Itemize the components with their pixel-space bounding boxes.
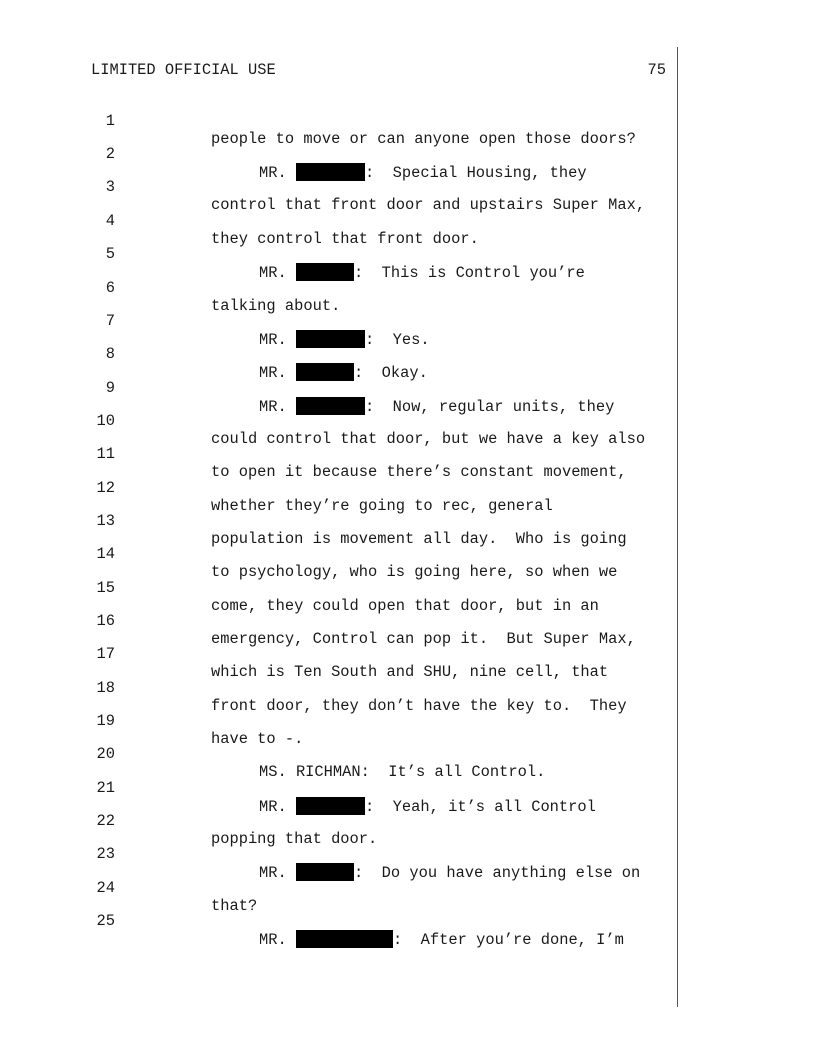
line-text: which is Ten South and SHU, nine cell, that (211, 663, 609, 681)
line-text: : Now, regular units, they (364, 398, 615, 416)
line-text: : Do you have anything else on (353, 864, 641, 882)
redaction-box (296, 930, 393, 948)
line-number: 17 (96, 645, 115, 663)
transcript-line (0, 561, 680, 615)
transcript-line (0, 827, 680, 882)
transcript-line (0, 594, 680, 648)
transcript-line (0, 361, 680, 416)
line-text: talking about. (211, 297, 341, 315)
transcript-line (0, 94, 680, 148)
line-number: 10 (96, 412, 115, 430)
transcript-line (0, 261, 680, 315)
speaker-title: MR. (259, 398, 287, 416)
line-number: 23 (96, 845, 115, 863)
transcript-line (0, 227, 680, 282)
transcript-line (0, 661, 680, 715)
speaker-title: MR. (259, 364, 287, 382)
line-number: 3 (105, 178, 115, 196)
transcript-line (0, 794, 680, 848)
line-text: : This is Control you’re (353, 264, 585, 282)
line-number: 24 (96, 879, 115, 897)
speaker-title: MR. (259, 798, 287, 816)
line-number: 13 (96, 512, 115, 530)
line-number: 8 (105, 345, 115, 363)
line-text: people to move or can anyone open those doors? (211, 130, 636, 148)
line-number: 5 (105, 245, 115, 263)
line-text: emergency, Control can pop it. But Super Max, (211, 630, 636, 648)
transcript-line (0, 461, 680, 515)
speaker-title: MR. (259, 864, 287, 882)
line-text: to open it because there’s constant movement, (211, 463, 627, 481)
transcript-line (0, 761, 680, 816)
transcript-line (0, 394, 680, 448)
line-text: come, they could open that door, but in an (211, 597, 599, 615)
line-number: 7 (105, 312, 115, 330)
line-text: : Yeah, it’s all Control (364, 798, 596, 816)
line-text: have to -. (211, 730, 304, 748)
transcript-line (0, 861, 680, 915)
line-text: : Special Housing, they (364, 164, 587, 182)
line-text: to psychology, who is going here, so when we (211, 563, 618, 581)
line-text: popping that door. (211, 830, 378, 848)
line-number: 18 (96, 679, 115, 697)
speaker-title: MR. (259, 164, 287, 182)
transcript-line (0, 294, 680, 349)
speaker-title: MR. (259, 331, 287, 349)
classification-header: LIMITED OFFICIAL USE (91, 61, 276, 79)
line-text: MS. RICHMAN: It’s all Control. (259, 763, 546, 781)
line-text: control that front door and upstairs Super Max, (211, 196, 646, 214)
line-number: 12 (96, 479, 115, 497)
transcript-line (0, 427, 680, 481)
transcript-line (0, 160, 680, 214)
page-number: 75 (647, 61, 666, 79)
line-number: 6 (105, 279, 115, 297)
transcript-line (0, 694, 680, 748)
transcript-line (0, 194, 680, 248)
transcript-line (0, 527, 680, 581)
transcript-line (0, 327, 680, 382)
line-number: 4 (105, 212, 115, 230)
line-text: could control that door, but we have a key also (211, 430, 646, 448)
transcript-line (0, 627, 680, 681)
speaker-line (259, 930, 624, 949)
speaker-title: MR. (259, 264, 287, 282)
line-number: 16 (96, 612, 115, 630)
line-number: 14 (96, 545, 115, 563)
line-text: : After you’re done, I’m (392, 931, 624, 949)
transcript-line (0, 494, 680, 548)
line-number: 2 (105, 145, 115, 163)
line-text: : Yes. (364, 331, 430, 349)
line-number: 21 (96, 779, 115, 797)
line-text: they control that front door. (211, 230, 479, 248)
line-number: 22 (96, 812, 115, 830)
line-number: 9 (105, 379, 115, 397)
line-number: 11 (96, 445, 115, 463)
line-number: 15 (96, 579, 115, 597)
line-text: : Okay. (353, 364, 428, 382)
transcript-line (0, 727, 680, 781)
line-number: 25 (96, 912, 115, 930)
transcript-line (0, 127, 680, 182)
speaker-title: MR. (259, 931, 287, 949)
line-number: 20 (96, 745, 115, 763)
line-number: 19 (96, 712, 115, 730)
line-text: front door, they don’t have the key to. They (211, 697, 627, 715)
line-number: 1 (105, 112, 115, 130)
line-text: population is movement all day. Who is going (211, 530, 627, 548)
line-text: that? (211, 897, 258, 915)
line-text: whether they’re going to rec, general (211, 497, 553, 515)
transcript-line (0, 894, 680, 949)
